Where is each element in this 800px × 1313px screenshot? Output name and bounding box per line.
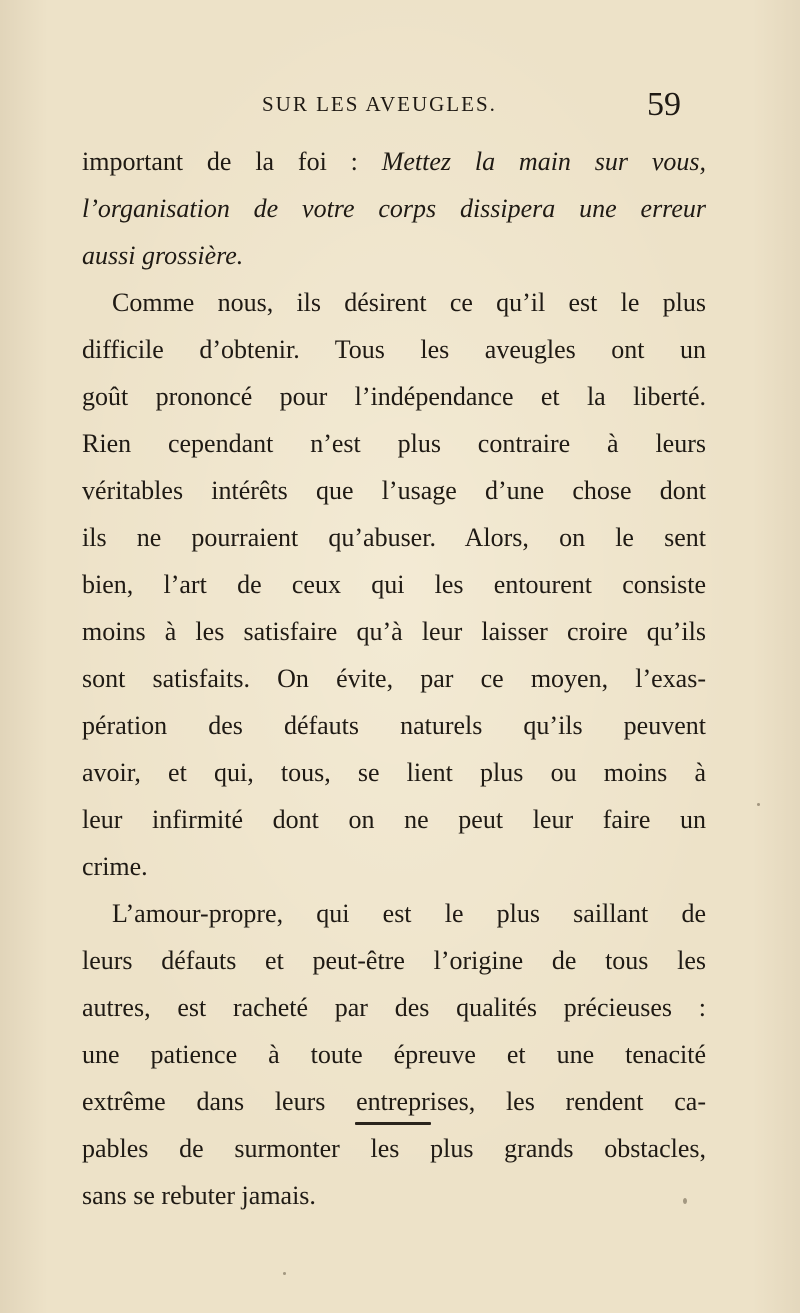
paper-speck — [757, 803, 760, 806]
text-line: goût prononcé pour l’indépendance et la liberté. — [82, 382, 706, 411]
text-line: autres, est racheté par des qualités précieuses : — [82, 993, 706, 1022]
text-line: crime. — [82, 852, 148, 881]
italic-quote: Mettez la main sur vous, — [381, 147, 707, 176]
text-line: pération des défauts naturels qu’ils peuvent — [82, 711, 706, 740]
text-line: ils ne pourraient qu’abuser. Alors, on le sent — [82, 523, 706, 552]
text-line: difficile d’obtenir. Tous les aveugles ont un — [82, 335, 706, 364]
text-span: important de la foi : — [82, 147, 382, 176]
text-line: aussi grossière. — [82, 241, 244, 270]
text-line: leurs défauts et peut-être l’origine de tous les — [82, 946, 706, 975]
paragraph-start: L’amour-propre, qui est le plus saillant de — [112, 899, 706, 928]
text-line: bien, l’art de ceux qui les entourent consiste — [82, 570, 706, 599]
page-header — [0, 86, 800, 126]
text-line: Rien cependant n’est plus contraire à leurs — [82, 429, 706, 458]
running-title: SUR LES AVEUGLES. — [262, 92, 497, 116]
text-line: une patience à toute épreuve et une tenacité — [82, 1040, 706, 1069]
text-line: avoir, et qui, tous, se lient plus ou moins à — [82, 758, 706, 787]
text-line: l’organisation de votre corps dissipera une erreur — [82, 194, 706, 223]
text-line: moins à les satisfaire qu’à leur laisser croire qu’ils — [82, 617, 706, 646]
text-line: pables de surmonter les plus grands obstacles, — [82, 1134, 706, 1163]
text-line: sont satisfaits. On évite, par ce moyen, l’exas- — [82, 664, 706, 693]
text-line: extrême dans leurs entreprises, les rendent ca- — [82, 1087, 706, 1116]
paper-speck — [283, 1272, 286, 1275]
text-line: véritables intérêts que l’usage d’une chose dont — [82, 476, 706, 505]
body-text — [82, 138, 706, 1219]
text-line: leur infirmité dont on ne peut leur faire un — [82, 805, 706, 834]
section-end-rule — [355, 1122, 431, 1125]
paper-speck — [683, 1198, 687, 1204]
page-number: 59 — [647, 86, 681, 123]
text-line — [82, 138, 706, 185]
paragraph-start: Comme nous, ils désirent ce qu’il est le plus — [112, 288, 706, 317]
text-line: sans se rebuter jamais. — [82, 1181, 316, 1210]
